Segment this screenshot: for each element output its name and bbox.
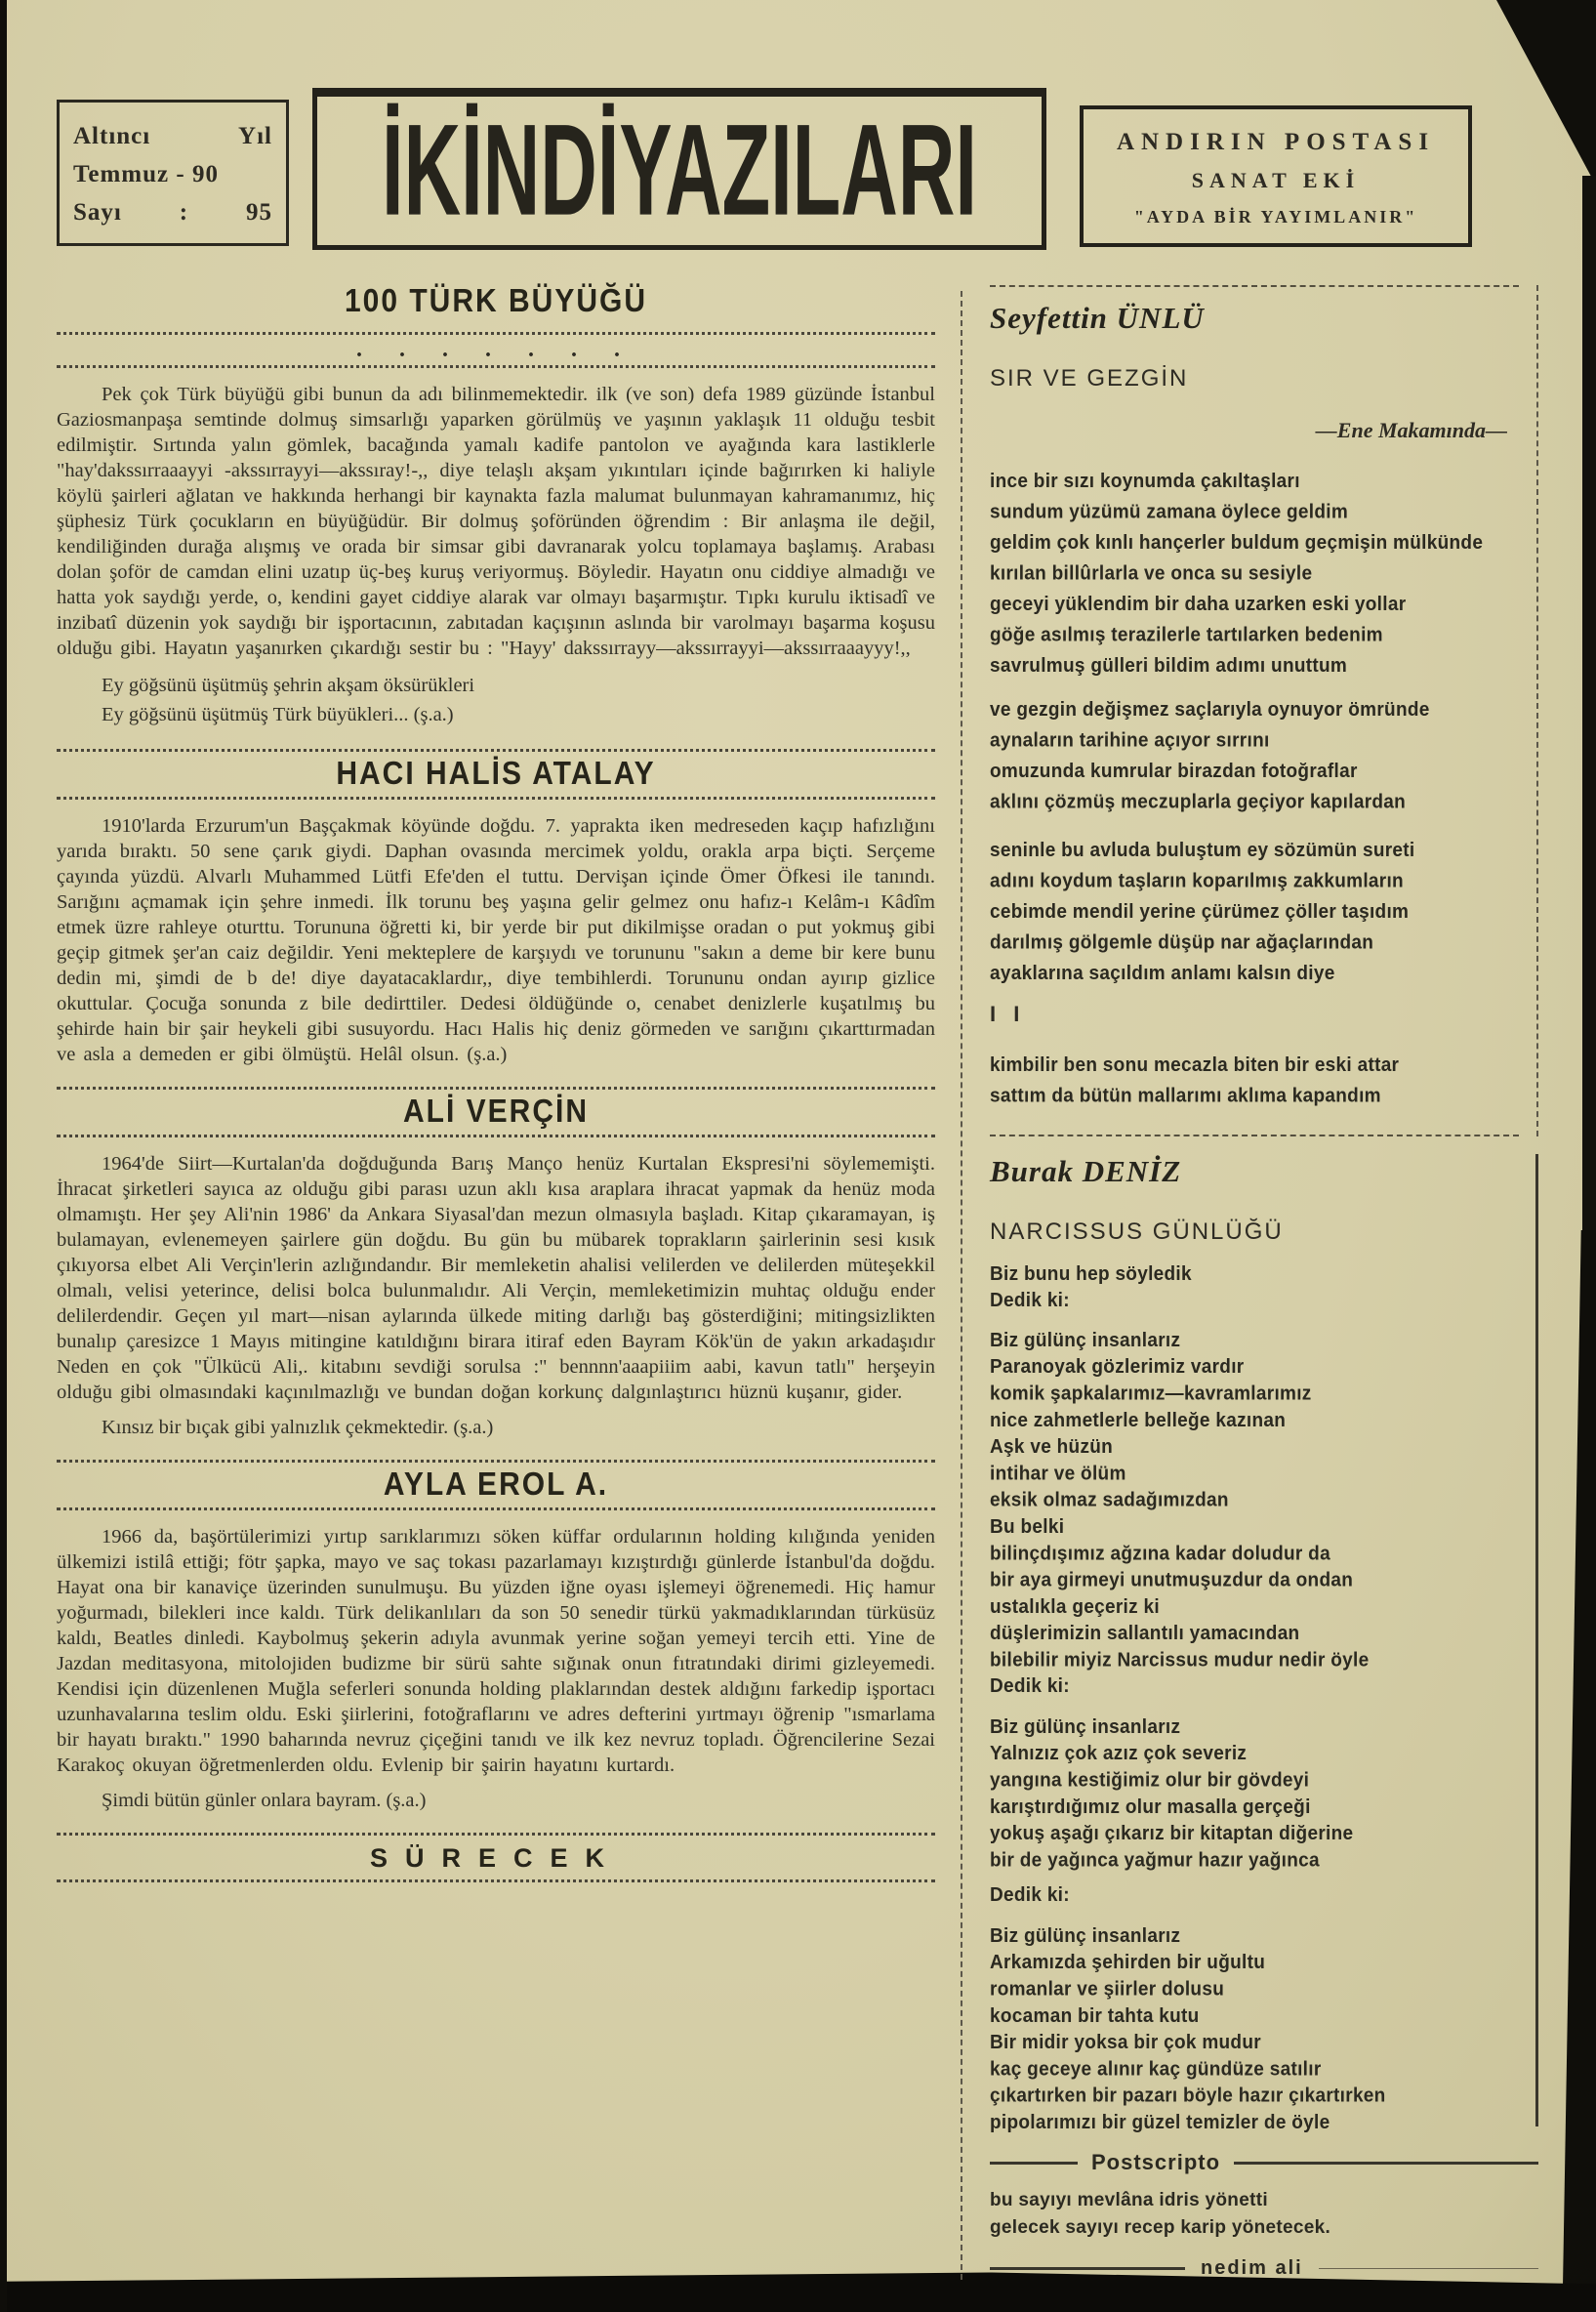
postscript-title-row xyxy=(990,2150,1538,2175)
scan-shadow-right-upper xyxy=(1582,176,1596,1250)
dotted-rule xyxy=(57,1460,935,1463)
poem1-section-marker: I I xyxy=(990,1002,1026,1026)
section-heading-block xyxy=(57,1460,935,1510)
poem1-dedication: —Ene Makamında— xyxy=(1315,418,1507,442)
dotted-rule xyxy=(57,1135,935,1137)
issue-month-line: Temmuz - 90 xyxy=(73,160,219,187)
poem2-stanza: Dedik ki: xyxy=(990,1675,1070,1698)
supplement-subtitle: SANAT EKİ xyxy=(1191,168,1361,192)
page-header xyxy=(57,80,1538,250)
solid-rule xyxy=(990,2267,1185,2270)
supplement-box xyxy=(1080,105,1472,247)
issue-number-label: Sayı xyxy=(73,198,122,226)
dotted-rule xyxy=(57,1087,935,1090)
issue-number-line xyxy=(73,194,272,232)
dotted-rule xyxy=(57,797,935,800)
ornament-dots: . . . . . . . xyxy=(356,337,635,362)
postscript-signature: nedim ali xyxy=(1201,2257,1303,2279)
section-heading-block xyxy=(57,1087,935,1137)
issue-number-value: 95 xyxy=(246,198,272,226)
poem2-author: Burak DENİZ xyxy=(990,1154,1182,1188)
poem2-stanza: Dedik ki: xyxy=(990,1884,1070,1907)
poem1-stanza: seninle bu avluda buluştum ey sözümün sureti adını koydum taşların koparılmış zakkumların cebimde mendil yerine çürümez çöller taşıdım darılmış gölgemle düşüp nar ağaçlarından ayaklarına saçıldım anlamı kalsın diye xyxy=(990,840,1415,985)
poem1-stanza: ince bir sızı koynumda çakıltaşları sundum yüzümü zamana öylece geldim geldim çok kınlı hançerler buldum geçmişin mülkünde kırılan billûrlarla ve onca su sesiyle geceyi yüklendim bir daha uzarken eski yollar göğe asılmış terazilerle tartılarken bedenim savrulmuş gülleri bildim adımı unuttum xyxy=(990,471,1484,678)
page-content xyxy=(57,80,1538,2280)
poem1-title: SIR VE GEZGİN xyxy=(990,365,1189,392)
body-columns xyxy=(57,282,1538,2280)
poem1-stanza: kimbilir ben sonu mecazla biten bir eski attar sattım da bütün mallarımı aklıma kapandım xyxy=(990,1054,1400,1107)
poem1-author: Seyfettin ÜNLÜ xyxy=(990,301,1205,335)
postscript-lines: bu sayıyı mevlâna idris yönetti gelecek sayıyı recep karip yönetecek. xyxy=(990,2190,1331,2238)
supplement-frequency: "AYDA BİR YAYIMLANIR" xyxy=(1133,207,1418,227)
issue-year-value: Yıl xyxy=(238,123,272,149)
dotted-rule xyxy=(57,749,935,752)
section-heading-haci-halis-atalay: HACI HALİS ATALAY xyxy=(336,755,656,792)
thin-rule xyxy=(1319,2268,1538,2269)
left-column xyxy=(57,282,935,2280)
poem2-stanza: Biz gülünç insanlarız Paranoyak gözlerimiz vardır komik şapkalarımız—kavramlarımız nice zahmetlerle belleğe kazınan Aşk ve hüzün intihar ve ölüm eksik olmaz sadağımızdan Bu belki bilinçdışımız ağzına kadar doludur da bir aya girmeyi unutmuşuzdur da ondan ustalıkla geçeriz ki düşlerimizin sallantılı yamacından bilebilir miyiz Narcissus mudur nedir öyle xyxy=(990,1330,1370,1672)
article-ayla-erol-closing: Şimdi bütün günler onlara bayram. (ş.a.) xyxy=(102,1790,427,1811)
poem2-stanza: Biz gülünç insanlarız Arkamızda şehirden bir uğultu romanlar ve şiirler dolusu kocaman bir tahta kutu Bir midir yoksa bir çok mudur kaç geceye alınır kaç gündüze satılır çıkartırken bir pazarı böyle hazır çıkartırken pipolarımızı bir güzel temizler de öyle xyxy=(990,1925,1386,2134)
masthead xyxy=(312,88,1046,250)
postscript-signature-row xyxy=(990,2257,1538,2280)
section-heading-ali-vercin: ALİ VERÇİN xyxy=(402,1093,589,1130)
poem-sir-ve-gezgin-block xyxy=(990,285,1538,1136)
scan-shadow-left xyxy=(0,0,7,2312)
issue-number-sep: : xyxy=(179,198,189,226)
issue-year-label: Altıncı xyxy=(73,123,151,149)
footer-block xyxy=(57,1833,935,1882)
masthead-title: İKİNDİYAZILARI xyxy=(382,98,977,243)
dotted-rule xyxy=(57,332,935,335)
article-haci-halis-atalay: 1910'larda Erzurum'un Başçakmak köyünde doğdu. 7. yaprakta iken medreseden kaçıp hafızlığını yarıda bıraktı. 50 sene çarık giydi. Daphan ovasında mercimek yoldu, orakla arpa biçti. Serçeme çayında yüzdü. Alvarlı Muhammed Lütfi Efe'den el tuttu. Dervişan içinde Ömer Öfkesi ile tanındı. Sarığını açmamak için şehre inmedi. İlk torunu beş yaşına gelir gelmez onu hafız-ı Kelâm-ı Kâdîm etmek üzre rahleye oturttu. Torununa öğretti ki, bir yerde bir put dikilmişse oradan o put yokmuş gibi geçip gitmek şer'an caiz değildir. Yeni mekteplere de karşıydı ve torununu "sakın a deme bir kere bunu dedin mi, şimdi de b de! diye dayatacaklardır,, diye tembihlerdi. Torununu ondan ayırıp gizlice okuttular. Çocuğa sonunda z bile dedirttiler. Dedesi öldüğünde o, cenabet denizlerle kuşatılmış bu şehirde hain bir şair heykeli gibi susuyordu. Hacı Halis hiç deniz görmeden ve sarığını çıkarttırmadan ve asla a demeden er gibi ölmüştü. Helâl olsun. (ş.a.) xyxy=(57,815,935,1065)
article-ali-vercin-closing: Kınsız bir bıçak gibi yalnızlık çekmektedir. (ş.a.) xyxy=(102,1417,494,1438)
issue-year-line xyxy=(73,118,272,156)
poem1-stanza: ve gezgin değişmez saçlarıyla oynuyor ömründe aynaların tarihine açıyor sırrını omuzunda kumrular birazdan fotoğraflar aklını çözmüş meczuplarla geçiyor kapılardan xyxy=(990,699,1430,813)
dotted-rule xyxy=(57,1507,935,1510)
poem2-stanza: Biz bunu hep söyledik Dedik ki: xyxy=(990,1263,1192,1312)
solid-rule xyxy=(1234,2162,1538,2165)
article-ali-vercin: 1964'de Siirt—Kurtalan'da doğduğunda Barış Manço henüz Kurtalan Ekspresi'ni söylememişti. İhracat şirketleri sayıca az olduğu gibi parası uzun aklı kısa araplara ihracat yapmak da henüz moda olmamıştı. Her şey Ali'nin 1986' da Ankara Siyasal'dan mezun olmasıyla başladı. Kitap çıkaramayan, iş bulamayan, evlenemeyen şairlere gün doğdu. Bu gün bu mübarek toprakların şairlerinin sesi kısık çıkıyorsa elbet Ali Verçin'lerin azlığındandır. Bir memleketin ahalisi velilerden ve delilerden müteşekkil olmalı, velisi yeterince, delisi bolca bulunmalıdır. Ali Verçin, memleketimizin muhtaç olduğu ender delilerdendir. Geçen yıl mart—nisan aylarında ülkede miting darlığı baş gösterdiğini; mitingsizlikten bunalıp çaresizce 1 Mayıs mitingine katıldığını birara itiraf eden Bayram Kök'ün de yakın arkadaşıdır Neden en çok "Ülkücü Ali,. kitabını sevdiği sorulsa :" bennnn'aaapiiim aabi, kavun tatlı" herşeyin olduğu gibi olmasındaki kaçınılmazlığı ve bundan doğan korkunç dalgınlaştırıcı hüznü kuşanır, gider. xyxy=(57,1153,935,1403)
postscript-block xyxy=(990,2150,1538,2280)
dotted-rule xyxy=(57,1879,935,1882)
section-heading-100-turk-buyugu: 100 TÜRK BÜYÜĞÜ xyxy=(344,282,648,319)
dotted-rule xyxy=(57,365,935,368)
dotted-rule xyxy=(57,1833,935,1836)
to-be-continued-label: SÜRECEK xyxy=(369,1843,623,1873)
article-100-turk-buyugu: Pek çok Türk büyüğü gibi bunun da adı bilinmemektedir. ilk (ve son) defa 1989 güzünde İstanbul Gaziosmanpaşa semtinde dolmuş simsarlığı yaparken görülmüş ve yaşının yaklaşık 11 olduğu tesbit edilmiştir. Sırtında yalın gömlek, bacağında yamalı kadife pantolon ve ayağında kara lastiklerle "hay'dakssırraaayyi -akssırrayyi—akssıray!-,, diye telaşlı akşam yıkıntıları içinde bağırırken ki haliyle köylü şairleri ağlatan ve hakkında herhangi bir kaynakta fazla malumat bulunmayan kahramanımız, hiç şüphesiz Türk çocukların en büyüğüdür. Bir dolmuş şoföründen öğrendim : Bir anlaşma ile değil, kendiliğinden durağa alışmış ve orada bir simsar gibi davranarak yolcu toplamaya başlamış. Arabası dolan şoför de camdan elini uzatıp üç-beş kuruş veriyormuş. Böyledir. Hayatın onu ciddiye almadığı ve hatta yok saydığı yerde, o, kendini gayet ciddiye alarak var olmayı başarmıştır. Tıpkı kurulu iktisadî ve inzibatî düzenin yok saydığı bir işportacının, zabıtadan kaçışının aslında bir varolmayı başarma koşusu olduğu gibi. Hayatın yaşanırken çıkardığı sestir bu : "Hayy' dakssırrayy—akssırrayyi—akssırraaayyy!,, xyxy=(57,384,935,659)
poem2-title: NARCISSUS GÜNLÜĞÜ xyxy=(990,1218,1284,1245)
solid-rule xyxy=(990,2162,1078,2165)
dashed-rule xyxy=(990,285,1519,287)
section-heading-ayla-erol: AYLA EROL A. xyxy=(383,1466,609,1503)
dashed-rule xyxy=(990,1135,1519,1136)
issue-info-box xyxy=(57,100,289,246)
poem2-stanza: Biz gülünç insanlarız Yalnızız çok azız çok severiz yangına kestiğimiz olur bir gövdeyi karıştırdığımız olur masalla gerçeği yokuş aşağı çıkarız bir kitaptan diğerine bir de yağınca yağmur hazır yağınca xyxy=(990,1716,1354,1872)
poem-narcissus-gunlugu-block xyxy=(990,1154,1538,2134)
supplement-name: ANDIRIN POSTASI xyxy=(1116,129,1436,155)
article-ayla-erol: 1966 da, başörtülerimizi yırtıp sarıklarımızı söken küffar ordularının holding kılığında yeniden ülkemizi istilâ ettiği; fötr şapka, mayo ve saç tokası pazarlamayı kızıştırdığı günlerde İstanbul'da doğdu. Hayat ona bir kanaviçe üzerinden sunulmuşu. Bu yüzden iğne oyası işlemeyi öğrenemedi. Hiç hamur yoğurmadı, bilekleri ince kaldı. Türk delikanlıları da son 50 senedir türkü yakmadıklarından türküsüz kaldı, Beatles dinledi. Kaybolmuş şekerin adıyla avunmak yerine soğan yemeyi tercih etti. Yine de Jazdan meditasyona, mitolojiden budizme bir sürü sahte sığınak onun fıtratındaki dirimi gizleyemedi. Kendisi için düzenlenen Muğla seferleri sonunda holding plaklarından destek aldığını farkedip işportacı uzunhavalarına teslim oldu. Eski şiirlerini, fotoğraflarını ve adres defterini yırtmayı öğrenip "ısmarlama bir hayatı bıraktı." 1990 baharında nevruz çiçeğini tanıdı ve ilk kez nevruz topladı. Öğrencilerine Sezai Karakoç okuyan öğretmenlerden oldu. Evlenip bir şairin hayatını kurtardı. xyxy=(57,1526,935,1776)
article-verse: Ey göğsünü üşütmüş şehrin akşam öksürükleri Ey göğsünü üşütmüş Türk büyükleri... (ş.a.) xyxy=(102,675,475,725)
right-column xyxy=(962,285,1538,2280)
postscript-title: Postscripto xyxy=(1091,2150,1221,2174)
section-heading-block xyxy=(57,749,935,800)
